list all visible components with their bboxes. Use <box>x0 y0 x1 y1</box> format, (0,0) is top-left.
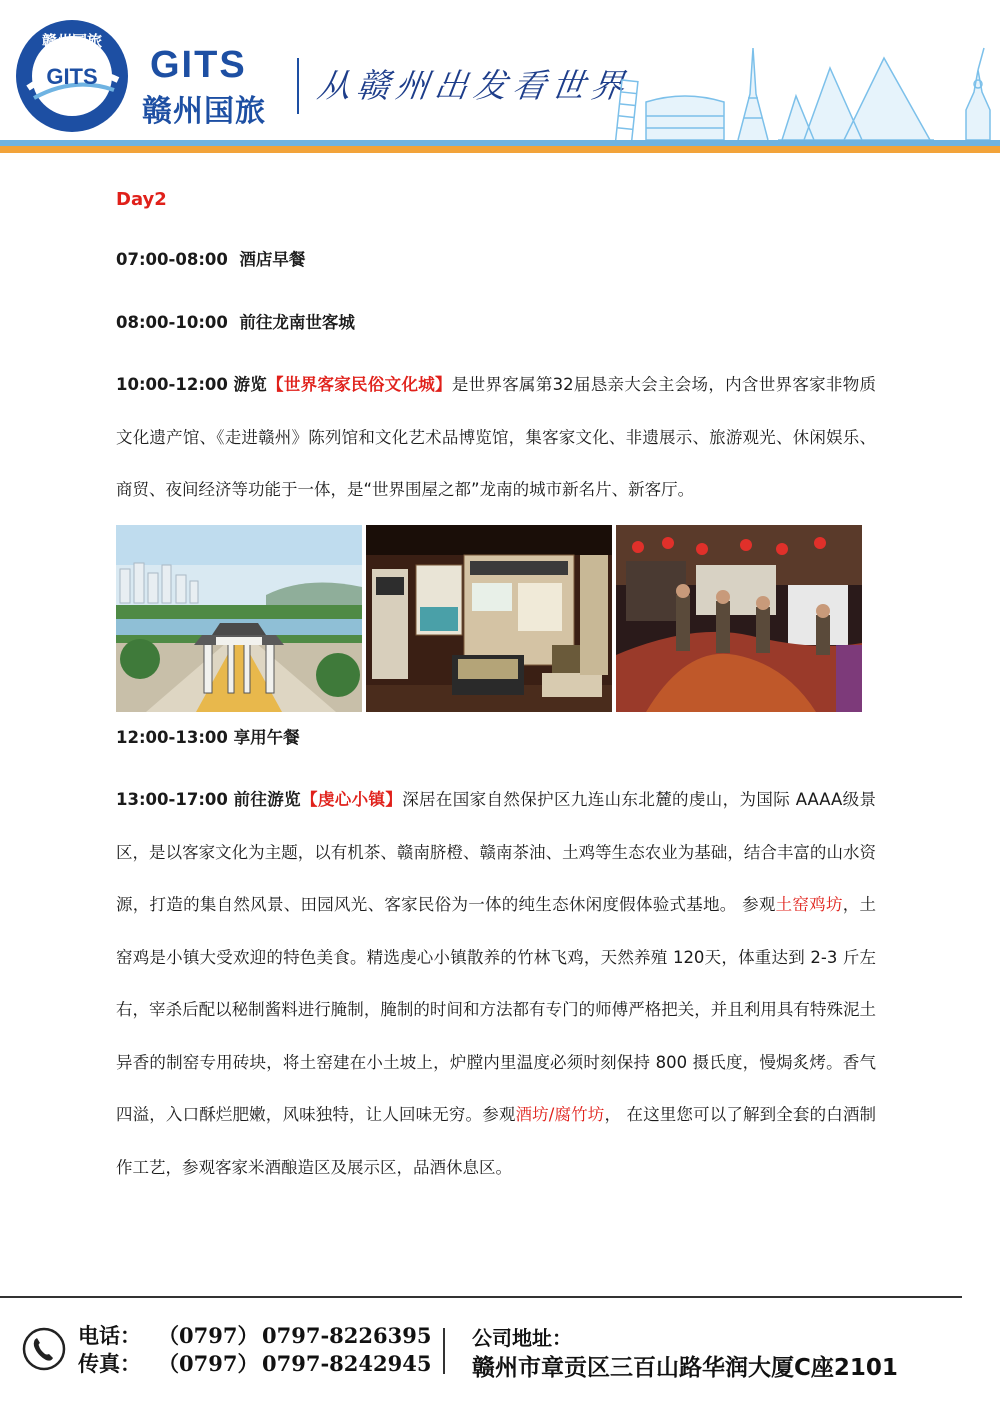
schedule-text: 前往龙南世客城 <box>239 312 355 332</box>
schedule-text: 酒店早餐 <box>239 250 306 269</box>
address-value: 赣州市章贡区三百山路华润大厦C座2101 <box>472 1355 898 1381</box>
phone-row <box>78 1322 431 1350</box>
phone-icon <box>22 1327 66 1371</box>
address-label: 公司地址： <box>472 1326 572 1350</box>
highlight-kiln-chicken: 土窑鸡坊 <box>775 895 843 914</box>
visit-paragraph-qianxin-town <box>116 774 876 1194</box>
schedule-item <box>116 234 876 287</box>
footer-contact <box>78 1322 431 1378</box>
logo-center-text: GITS <box>46 64 98 89</box>
photo-hakka-diorama <box>616 525 862 712</box>
visit-verb: 前往游览 <box>233 790 301 809</box>
footer-divider <box>0 1296 962 1298</box>
header-band-orange <box>0 146 1000 153</box>
fax-row <box>78 1350 431 1378</box>
header-divider <box>297 58 299 114</box>
schedule-time: 10:00-12:00 <box>116 375 228 394</box>
visit-description: 是世界客属第32届恳亲大会主会场，内含世界客家非物质文化遗产馆、《走进赣州》陈列馆和文化艺术品博览馆，集客家文化、非遗展示、旅游观光、休闲娱乐、商贸、夜间经济等功能于一体，是“世界围屋之都”龙南的城市新名片、新客厅。 <box>116 375 877 499</box>
schedule-time: 13:00-17:00 <box>116 790 228 809</box>
schedule-text: 享用午餐 <box>233 727 300 747</box>
visit-description: ，土窑鸡是小镇大受欢迎的特色美食。精选虔心小镇散养的竹林飞鸡，天然养殖 120天，体重达到 2-3 斤左右，宰杀后配以秘制酱料进行腌制，腌制的时间和方法都有专门的师傅严格把关，并且利用具有特殊泥土异香的制窑专用砖块，将土窑建在小土坡上，炉膛内里温度必须时刻保持 800 摄氏度，慢焗炙烤。香气四溢，入口酥烂肥嫩，风味独特，让人回味无穷。参观 <box>116 895 877 1124</box>
place-highlight: 【世界客家民俗文化城】 <box>267 375 452 394</box>
gits-logo-icon <box>14 18 130 134</box>
day-title: Day2 <box>116 189 167 210</box>
highlight-winery: 酒坊/腐竹坊 <box>515 1105 605 1124</box>
footer-vertical-divider <box>443 1328 445 1374</box>
brand-english: GITS <box>150 44 247 86</box>
photo-exhibition-hall <box>366 525 612 712</box>
logo-ring-text: 赣州国旅 <box>41 32 103 50</box>
phone-number[interactable]: 0797-8226395 <box>262 1323 432 1348</box>
schedule-item <box>116 297 876 350</box>
schedule-time: 08:00-10:00 <box>116 312 228 332</box>
phone-label: 电话： <box>78 1323 141 1348</box>
fax-label: 传真： <box>78 1351 141 1376</box>
visit-description: ， 在这里您可以了解到全套的白酒制作工艺，参观客家米酒酿造区及展示区，品酒休息区。 <box>116 1105 877 1177</box>
phone-area-code: （0797） <box>158 1323 259 1348</box>
brand-chinese: 赣州国旅 <box>142 94 266 129</box>
place-highlight: 【虔心小镇】 <box>300 790 403 809</box>
slogan: 从赣州出发看世界 <box>314 66 633 105</box>
world-landmarks-icon <box>600 40 1000 144</box>
schedule-time: 07:00-08:00 <box>116 250 228 269</box>
page-header <box>0 0 1000 160</box>
photo-memorial-arch <box>116 525 362 712</box>
schedule-item-lunch <box>116 712 876 765</box>
visit-description: 深居在国家自然保护区九连山东北麓的虔山，为国际 AAAA级景区，是以客家文化为主题，以有机茶、赣南脐橙、赣南茶油、土鸡等生态农业为基础，结合丰富的山水资源，打造的集自然风景、田园风光、客家民俗为一体的纯生态休闲度假体验式基地。 参观 <box>116 790 877 914</box>
photo-row <box>116 525 876 712</box>
visit-verb: 游览 <box>233 375 268 394</box>
fax-number: 0797-8242945 <box>262 1351 432 1376</box>
schedule-time: 12:00-13:00 <box>116 727 228 747</box>
fax-area-code: （0797） <box>158 1351 259 1376</box>
visit-paragraph-world-hakka-city <box>116 359 876 517</box>
itinerary-content <box>116 182 876 1194</box>
